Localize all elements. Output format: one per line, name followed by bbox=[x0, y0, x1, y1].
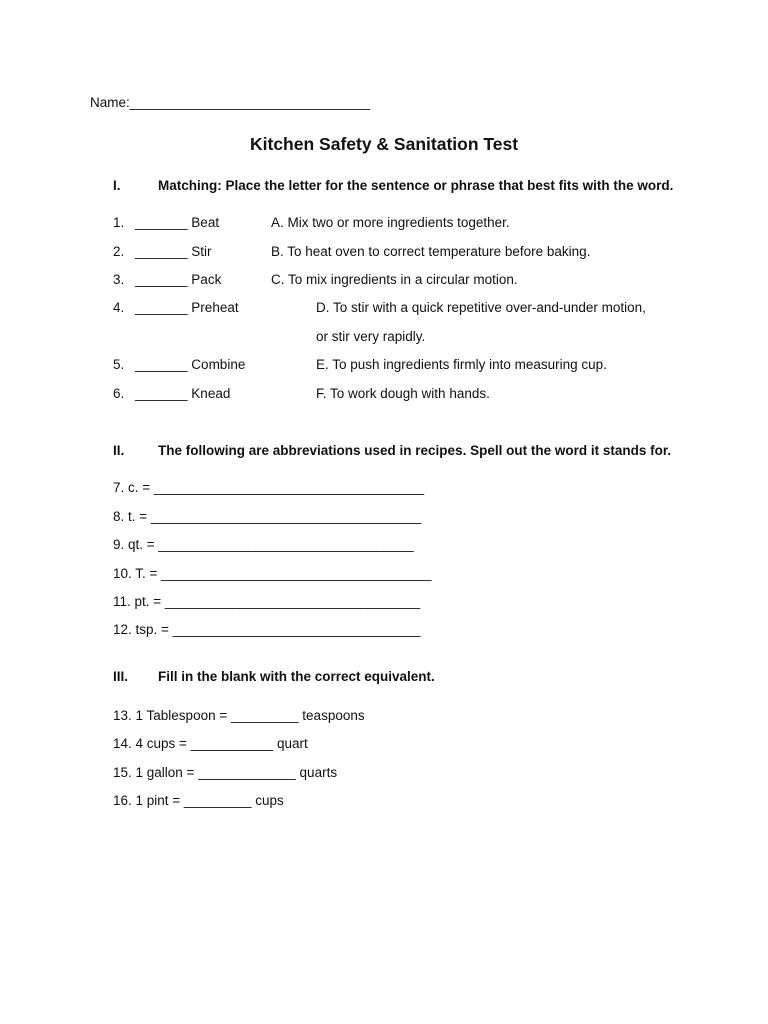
item-number: 1. bbox=[113, 215, 125, 230]
section-2-numeral: II. bbox=[113, 443, 125, 458]
item-definition: F. To work dough with hands. bbox=[316, 386, 490, 401]
section-2-heading: The following are abbreviations used in recipes. Spell out the word it stands for. bbox=[158, 443, 672, 458]
abbreviation-item[interactable]: 7. c. = ____________________________________ bbox=[113, 480, 425, 495]
abbreviation-item[interactable]: 10. T. = ____________________________________ bbox=[113, 566, 432, 581]
equivalent-item[interactable]: 13. 1 Tablespoon = _________ teaspoons bbox=[113, 708, 365, 723]
item-term[interactable]: _______ Preheat bbox=[135, 300, 239, 315]
item-number: 5. bbox=[113, 357, 125, 372]
item-number: 3. bbox=[113, 272, 125, 287]
abbreviation-item[interactable]: 8. t. = ____________________________________ bbox=[113, 509, 422, 524]
item-definition: B. To heat oven to correct temperature before baking. bbox=[271, 244, 591, 259]
item-definition: A. Mix two or more ingredients together. bbox=[271, 215, 510, 230]
equivalent-item[interactable]: 16. 1 pint = _________ cups bbox=[113, 793, 284, 808]
item-definition-continued: or stir very rapidly. bbox=[316, 329, 426, 344]
section-3-numeral: III. bbox=[113, 669, 129, 684]
item-term[interactable]: _______ Beat bbox=[135, 215, 220, 230]
section-3-heading: Fill in the blank with the correct equivalent. bbox=[158, 669, 435, 684]
item-number: 4. bbox=[113, 300, 125, 315]
abbreviation-item[interactable]: 11. pt. = __________________________________ bbox=[113, 594, 421, 609]
item-term[interactable]: _______ Stir bbox=[135, 244, 212, 259]
section-1-numeral: I. bbox=[113, 178, 121, 193]
item-number: 2. bbox=[113, 244, 125, 259]
equivalent-item[interactable]: 14. 4 cups = ___________ quart bbox=[113, 736, 308, 751]
page-title: Kitchen Safety & Sanitation Test bbox=[250, 134, 519, 154]
item-term[interactable]: _______ Pack bbox=[135, 272, 222, 287]
name-field[interactable]: Name:________________________________ bbox=[90, 95, 371, 110]
item-definition: E. To push ingredients firmly into measuring cup. bbox=[316, 357, 607, 372]
equivalent-item[interactable]: 15. 1 gallon = _____________ quarts bbox=[113, 765, 338, 780]
item-term[interactable]: _______ Combine bbox=[135, 357, 246, 372]
item-definition: C. To mix ingredients in a circular motion. bbox=[271, 272, 518, 287]
abbreviation-item[interactable]: 9. qt. = __________________________________ bbox=[113, 537, 414, 552]
item-definition: D. To stir with a quick repetitive over-and-under motion, bbox=[316, 300, 646, 315]
item-term[interactable]: _______ Knead bbox=[135, 386, 231, 401]
section-1-heading: Matching: Place the letter for the sentence or phrase that best fits with the word. bbox=[158, 178, 674, 193]
abbreviation-item[interactable]: 12. tsp. = _________________________________ bbox=[113, 622, 421, 637]
item-number: 6. bbox=[113, 386, 125, 401]
